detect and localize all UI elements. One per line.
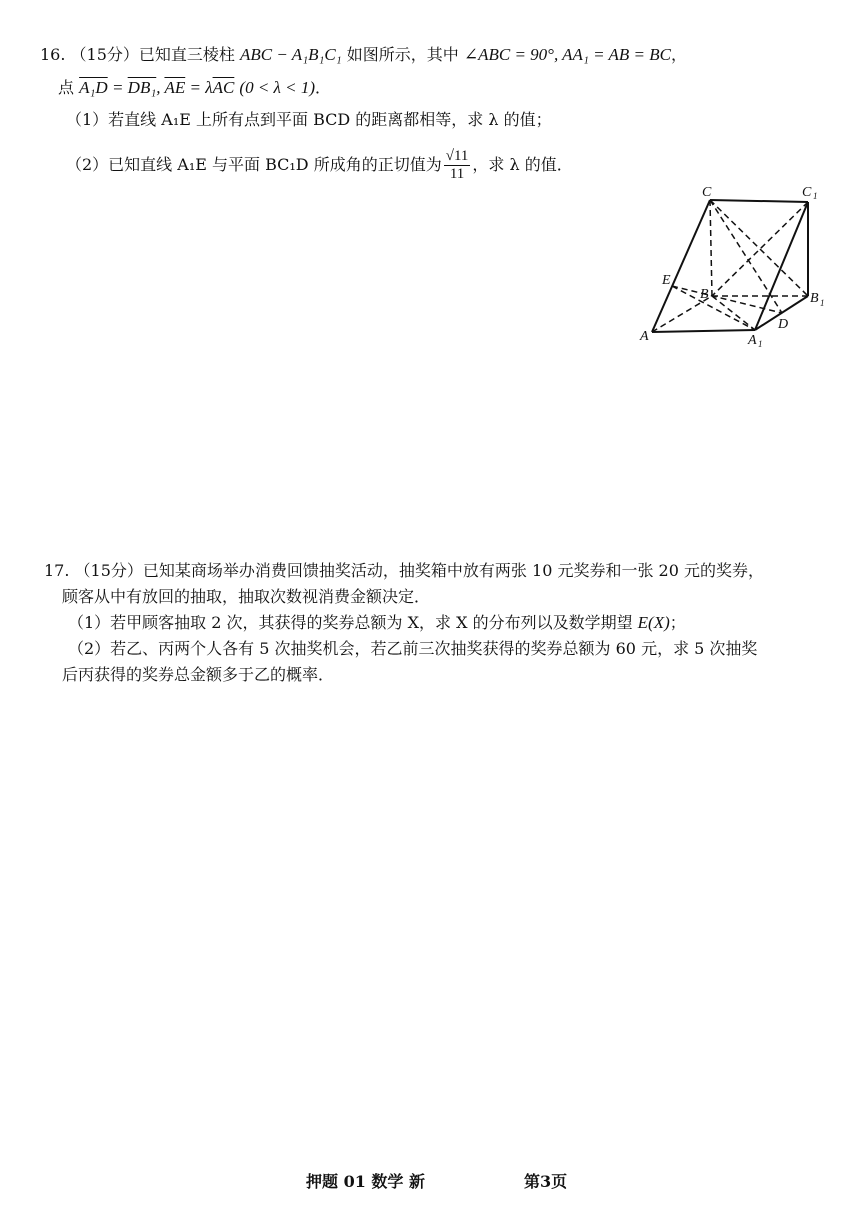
label-a1-sub: 1 [758, 339, 763, 349]
q17-part1-a: （1）若甲顾客抽取 2 次，其获得的奖券总额为 X，求 X 的分布列以及数学期望 [68, 613, 638, 632]
fraction-numerator: √11 [445, 148, 469, 164]
label-b: B [700, 287, 709, 302]
label-a1: A [748, 333, 757, 348]
q16-sep: , [156, 78, 165, 97]
q16-range: (0 < λ < 1) [239, 78, 316, 97]
q16-line-2 [58, 77, 331, 99]
q17-part-2: （2）若乙、丙两个人各有 5 次抽奖机会，若乙前三次抽奖获得的奖券总额为 60 元，求 5 次抽奖 [68, 639, 758, 658]
label-d: D [778, 317, 789, 332]
label-b1: B [810, 291, 819, 306]
q16-part2-b: ，求 λ 的值． [472, 155, 573, 174]
q16-line-1 [40, 44, 687, 66]
q16-period: ． [315, 78, 332, 97]
q16-number: 16. [40, 45, 66, 64]
q16-lambda-eq: = λ [185, 78, 213, 97]
page-number: 第3页 [524, 1172, 568, 1191]
q17-number: 17. [44, 561, 70, 580]
label-c: C [702, 185, 712, 200]
q17-stem-1: 已知某商场举办消费回馈抽奖活动，抽奖箱中放有两张 10 元奖券和一张 20 元的奖券， [142, 561, 764, 580]
q17-part-2-cont: 后丙获得的奖券总金额多于乙的概率． [62, 665, 335, 684]
q16-part-1: （1）若直线 A₁E 上所有点到平面 BCD 的距离都相等，求 λ 的值； [66, 110, 552, 129]
vector-ae: $\overline{AE}$ [164, 78, 186, 97]
label-a: A [640, 329, 649, 344]
label-c1-sub: 1 [813, 191, 818, 201]
expectation-ex: E(X) [637, 613, 670, 632]
q17-line-1 [44, 560, 764, 582]
q16-prism: ABC − A₁B₁C₁ [240, 45, 342, 64]
q16-intro-b: 如图所示，其中 [346, 45, 459, 64]
prism-figure [630, 180, 830, 350]
q16-intro-a: 已知直三棱柱 [138, 45, 235, 64]
q16-part-2 [66, 148, 573, 183]
footer-title: 押题 01 数学 新 [306, 1172, 425, 1191]
tangent-fraction [444, 148, 471, 183]
q17-part-1 [68, 612, 686, 634]
q16-eq: = [107, 78, 128, 97]
fraction-denominator: 11 [449, 166, 465, 182]
q16-comma: ， [670, 45, 687, 64]
vector-db1: DB₁ [127, 78, 157, 97]
q17-part1-b: ； [669, 613, 686, 632]
vector-ac: $\overline{AC}$ [212, 78, 235, 97]
q16-line2-a: 点 [58, 78, 75, 97]
label-e: E [662, 273, 671, 288]
q17-stem-2: 顾客从中有放回的抽取，抽取次数视消费金额决定． [62, 587, 431, 606]
q16-condition: ∠ABC = 90°, AA₁ = AB = BC [463, 45, 671, 64]
q16-score: （15分） [70, 45, 139, 64]
label-c1: C [802, 185, 812, 200]
label-b1-sub: 1 [820, 298, 825, 308]
q17-score: （15分） [74, 561, 143, 580]
vector-a1d: A₁D [79, 78, 108, 97]
q16-part2-a: （2）已知直线 A₁E 与平面 BC₁D 所成角的正切值为 [66, 155, 442, 174]
